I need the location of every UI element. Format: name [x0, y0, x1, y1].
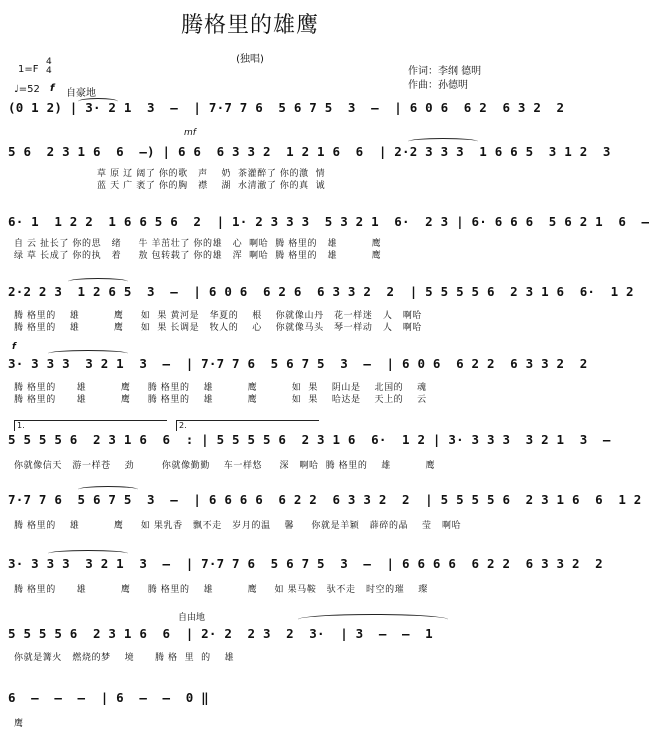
- lyric-line-1: 腾 格里的 雄 鹰 腾 格里的 雄 鹰 如 果 阴山是 北国的 魂: [14, 383, 427, 393]
- expression-mark: 自豪地: [66, 88, 96, 99]
- song-title: 腾格里的雄鹰: [180, 13, 319, 38]
- notation-line: 2·2 2 3 1 2 6 5 3 – | 6 0 6 6 2 6 6 3 3 2 2 | 5 5 5 5 6 2 3 1 6 6· 1 2: [8, 284, 634, 299]
- notation-line: 3· 3 3 3 3 2 1 3 – | 7·7 7 6 5 6 7 5 3 – | 6 0 6 6 2 2 6 3 3 2 2: [8, 356, 588, 371]
- composer-credit: 作曲：孙德明: [408, 80, 468, 91]
- notation-line: 7·7 7 6 5 6 7 5 3 – | 6 6 6 6 6 2 2 6 3 3 2 2 | 5 5 5 5 6 2 3 1 6 6 1 2: [8, 492, 642, 507]
- lyric-line-2: 腾 格里的 雄 鹰 如 果 长调是 牧人的 心 你就像马头 琴一样动 人 啊哈: [14, 323, 423, 333]
- volta-second-ending: 2.: [176, 420, 319, 431]
- tempo-free-mark: 自由地: [178, 613, 206, 623]
- lyric-line-1: 腾 格里的 雄 鹰 腾 格里的 雄 鹰 如 果马鞍 驮不走 时空的璀 璨: [14, 585, 428, 595]
- dynamic-f: f: [12, 342, 16, 352]
- volta-first-ending: 1.: [14, 420, 167, 431]
- song-subtitle: (独唱): [236, 54, 264, 65]
- lyric-line-1: 你就像信天 游一样苍 劲 你就像勤勤 车一样悠 深 啊哈 腾 格里的 雄 鹰: [14, 461, 436, 471]
- notation-line: (0 1 2) | 3· 2 1 3 – | 7·7 7 6 5 6 7 5 3 – | 6 0 6 6 2 6 3 2 2: [8, 100, 565, 115]
- tempo-mark: ♩=52: [14, 84, 40, 95]
- key-signature: 1=F: [18, 64, 39, 75]
- lyric-line-2: 蓝 天 广 袤了 你的胸 襟 湖 水清澈了 你的真 诚: [14, 181, 326, 191]
- lyric-line-1: 腾 格里的 雄 鹰 如 果 黄河是 华夏的 根 你就像山丹 花一样迷 人 啊哈: [14, 311, 423, 321]
- lyric-line-2: 绿 草 长成了 你的执 着 敖 包转载了 你的雄 浑 啊哈 腾 格里的 雄 鹰: [14, 251, 382, 261]
- notation-line: 6 – – – | 6 – – 0 ‖: [8, 690, 209, 705]
- lyric-line-1: 草 原 辽 阔了 你的歌 声 奶 茶灌醉了 你的激 情: [14, 169, 326, 179]
- dynamic-mf: mf: [184, 128, 196, 138]
- lyric-line-1: 你就是篝火 燃烧的梦 境 腾 格 里 的 雄: [14, 653, 235, 663]
- lyricist-credit: 作词：李纲 德明: [408, 66, 482, 77]
- lyric-line-1: 腾 格里的 雄 鹰 如 果乳香 飘不走 岁月的温 馨 你就是羊颖 薜碎的晶 莹 啊哈: [14, 521, 462, 531]
- dynamic-forte: f: [50, 83, 55, 94]
- notation-line: 6· 1 1 2 2 1 6 6 5 6 2 | 1· 2 3 3 3 5 3 2 1 6· 2 3 | 6· 6 6 6 5 6 2 1 6 –: [8, 214, 649, 229]
- notation-line: 5 5 5 5 6 2 3 1 6 6 : | 5 5 5 5 6 2 3 1 6 6· 1 2 | 3· 3 3 3 3 2 1 3 –: [8, 432, 611, 447]
- slur: [298, 614, 448, 625]
- lyric-line-1: 自 云 扯长了 你的思 绪 牛 羊茁壮了 你的雄 心 啊哈 腾 格里的 雄 鹰: [14, 239, 382, 249]
- notation-line: 5 5 5 5 6 2 3 1 6 6 | 2· 2 2 3 2 3· | 3 – – 1: [8, 626, 433, 641]
- notation-line: 3· 3 3 3 3 2 1 3 – | 7·7 7 6 5 6 7 5 3 – | 6 6 6 6 6 2 2 6 3 3 2 2: [8, 556, 603, 571]
- lyric-line-2: 腾 格里的 雄 鹰 腾 格里的 雄 鹰 如 果 哈达是 天上的 云: [14, 395, 427, 405]
- lyric-line-1: 鹰: [14, 719, 24, 729]
- notation-line: 5 6 2 3 1 6 6 –) | 6 6 6 3 3 2 1 2 1 6 6 | 2·2 3 3 3 1 6 6 5 3 1 2 3: [8, 144, 611, 159]
- time-signature: 4 4: [46, 57, 52, 76]
